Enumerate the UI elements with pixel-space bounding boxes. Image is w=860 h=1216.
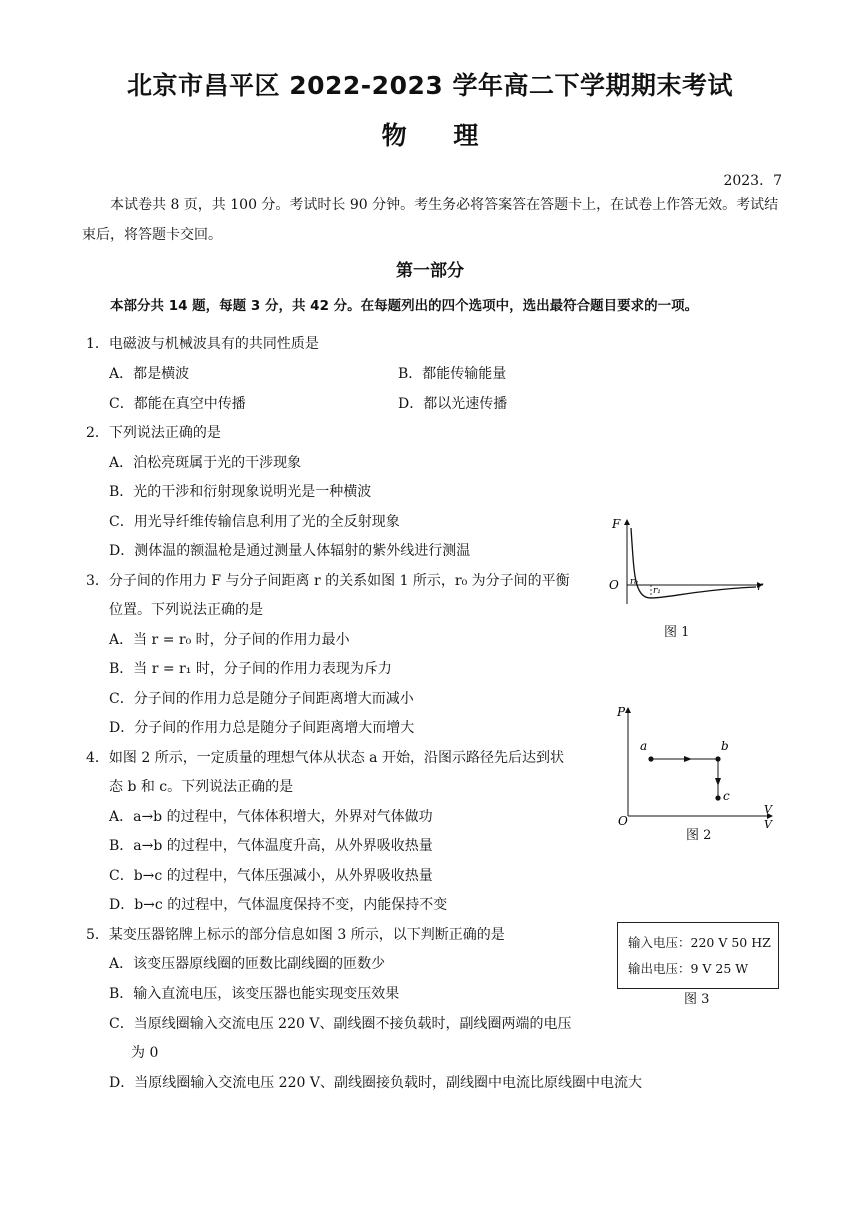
- q2-option-c: C．用光导纤维传输信息利用了光的全反射现象: [109, 514, 400, 530]
- fig1-x-axis-label: r: [757, 579, 763, 593]
- q1-option-a: A．都是横波: [109, 366, 190, 382]
- fig1-y-axis-label: F: [612, 517, 621, 531]
- q1-stem: 1．电磁波与机械波具有的共同性质是: [86, 336, 319, 352]
- q3-option-b: B．当 r = r₁ 时，分子间的作用力表现为斥力: [109, 661, 392, 677]
- figure-1-force-curve: [606, 514, 776, 609]
- q2-option-a: A．泊松亮斑属于光的干涉现象: [109, 455, 302, 471]
- q4-stem-line2: 态 b 和 c。下列说法正确的是: [109, 779, 294, 795]
- q5-option-c: C．当原线圈输入交流电压 220 V、副线圈不接负载时，副线圈两端的电压: [109, 1016, 572, 1032]
- q3-stem-line2: 位置。下列说法正确的是: [109, 602, 263, 618]
- figure-1-caption: 图 1: [664, 625, 690, 640]
- q2-stem: 2．下列说法正确的是: [86, 425, 221, 441]
- q4-option-d: D．b→c 的过程中，气体温度保持不变，内能保持不变: [109, 897, 448, 913]
- part-note: 本部分共 14 题，每题 3 分，共 42 分。在每题列出的四个选项中，选出最符合题目要求的一项。: [110, 298, 699, 314]
- q3-option-c: C．分子间的作用力总是随分子间距离增大而减小: [109, 691, 414, 707]
- fig1-r0-label: r₀: [630, 577, 638, 587]
- q3-option-d: D．分子间的作用力总是随分子间距离增大而增大: [109, 720, 415, 736]
- q4-option-a: A．a→b 的过程中，气体体积增大，外界对气体做功: [109, 809, 433, 825]
- fig2-origin-label: O: [618, 814, 628, 828]
- figure-3-nameplate: [617, 922, 779, 989]
- figure-3-caption: 图 3: [684, 992, 710, 1007]
- nameplate-output-voltage: 输出电压：9 V 25 W: [628, 961, 749, 976]
- q5-option-b: B．输入直流电压，该变压器也能实现变压效果: [109, 986, 400, 1002]
- q5-option-a: A．该变压器原线圈的匝数比副线圈的匝数少: [109, 956, 386, 972]
- exam-title: 北京市昌平区 2022-2023 学年高二下学期期末考试: [127, 71, 733, 100]
- fig2-state-a-label: a: [640, 739, 648, 753]
- fig2-x-axis-label: V: [764, 803, 772, 816]
- q4-option-c: C．b→c 的过程中，气体压强减小，从外界吸收热量: [109, 868, 433, 884]
- q3-option-a: A．当 r = r₀ 时，分子间的作用力最小: [109, 632, 350, 648]
- q4-option-b: B．a→b 的过程中，气体温度升高，从外界吸收热量: [109, 838, 433, 854]
- q1-option-d: D．都以光速传播: [398, 396, 508, 412]
- q5-stem: 5．某变压器铭牌上标示的部分信息如图 3 所示，以下判断正确的是: [86, 927, 505, 943]
- q4-stem-line1: 4．如图 2 所示，一定质量的理想气体从状态 a 开始，沿图示路径先后达到状: [86, 750, 564, 766]
- q3-stem-line1: 3．分子间的作用力 F 与分子间距离 r 的关系如图 1 所示，r₀ 为分子间的平衡: [86, 573, 570, 589]
- figure-2-pv-diagram: [606, 700, 786, 830]
- q1-option-b: B．都能传输能量: [398, 366, 507, 382]
- nameplate-input-voltage: 输入电压：220 V 50 HZ: [628, 935, 771, 950]
- q5-option-d: D．当原线圈输入交流电压 220 V、副线圈接负载时，副线圈中电流比原线圈中电流大: [109, 1075, 642, 1091]
- subject-title: 物 理: [381, 121, 479, 150]
- intro-paragraph: 本试卷共 8 页，共 100 分。考试时长 90 分钟。考生务必将答案答在答题卡上，在试卷上作答无效。考试结束后，将答题卡交回。: [82, 197, 779, 243]
- fig1-r1-label: r₁: [653, 586, 661, 596]
- fig2-state-c-label: c: [723, 789, 730, 803]
- fig2-y-axis-label: P: [617, 705, 626, 719]
- q5-option-c-cont: 为 0: [131, 1045, 159, 1061]
- fig2-state-b-label: b: [721, 739, 729, 753]
- fig1-origin-label: O: [609, 578, 619, 592]
- q2-option-d: D．测体温的额温枪是通过测量人体辐射的紫外线进行测温: [109, 543, 471, 559]
- figure-2-caption: 图 2: [686, 828, 712, 843]
- part-title: 第一部分: [396, 261, 464, 281]
- exam-date: 2023．7: [723, 173, 782, 189]
- q2-option-b: B．光的干涉和衍射现象说明光是一种横波: [109, 484, 372, 500]
- fig2-x-axis-label-dup: V: [764, 818, 772, 830]
- q1-option-c: C．都能在真空中传播: [109, 396, 246, 412]
